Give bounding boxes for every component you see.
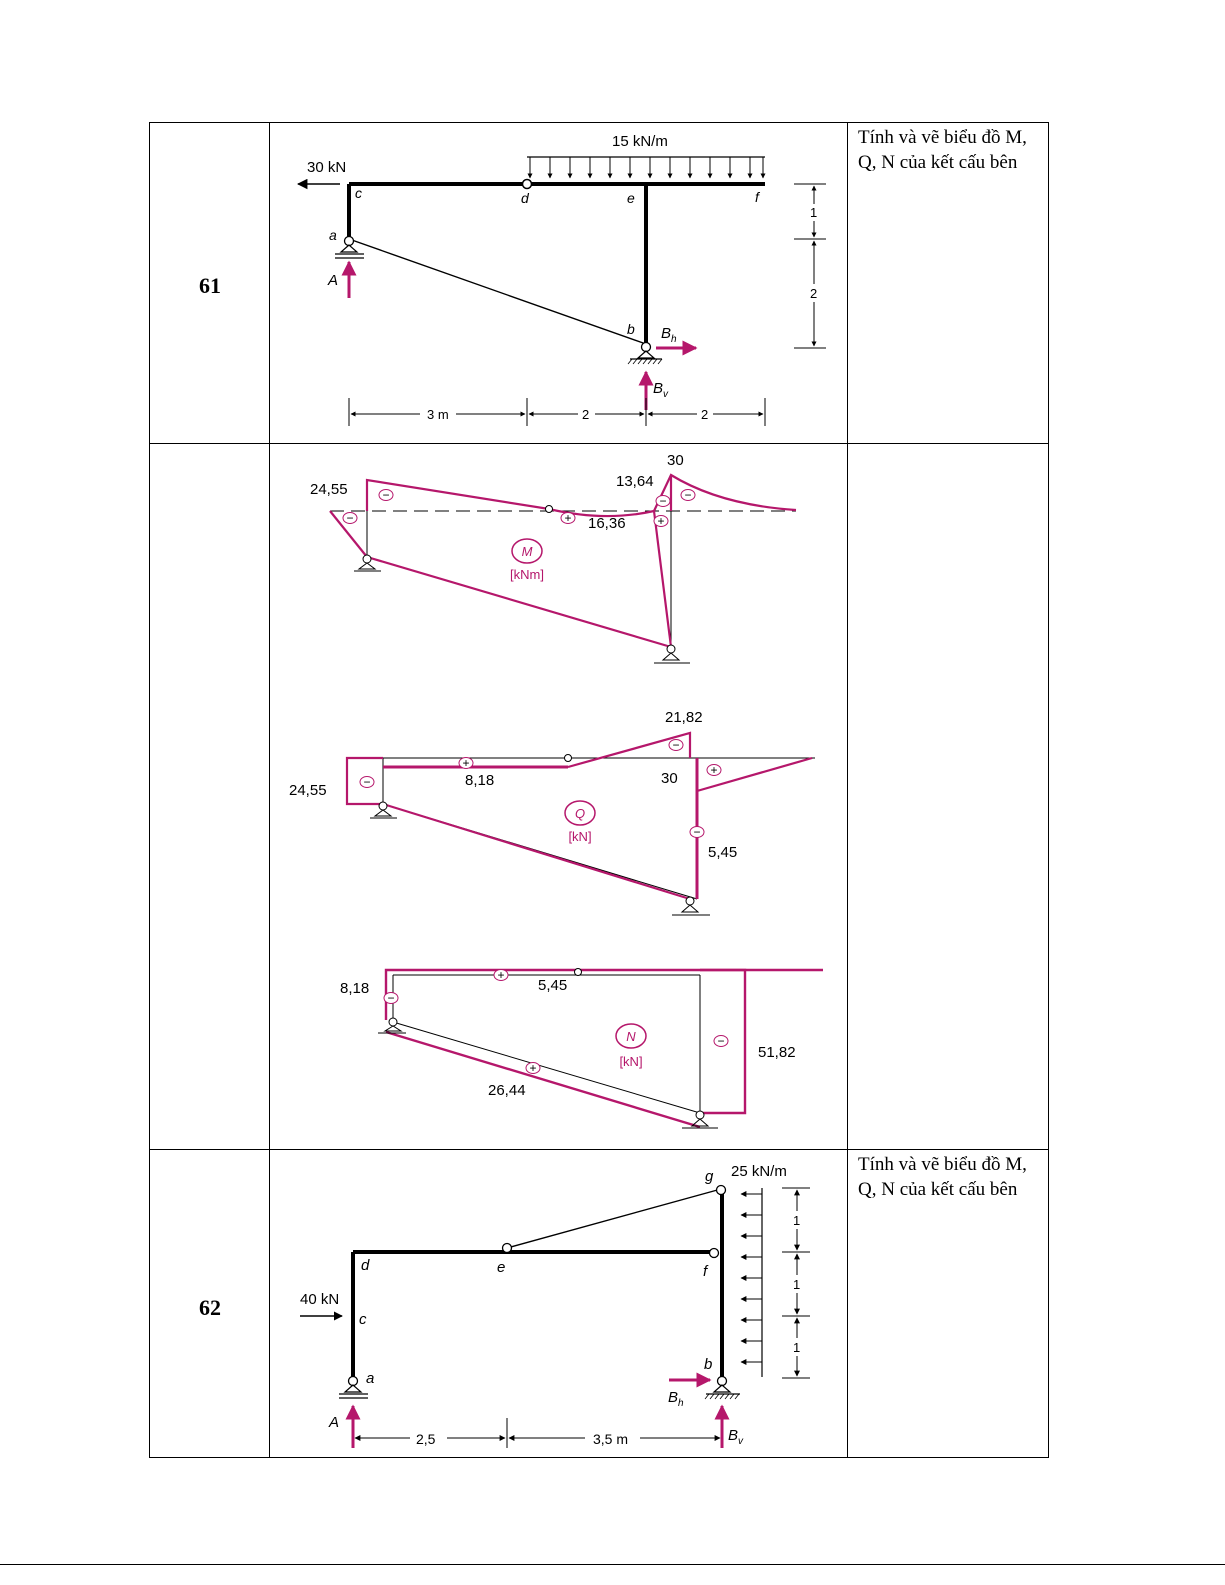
distributed-load-arrows	[741, 1194, 762, 1362]
N-value: 8,18	[340, 980, 370, 997]
task-text-61: Tính và vẽ biểu đồ M, Q, N của kết cấu bên	[858, 127, 1027, 173]
M-value: 24,55	[310, 481, 348, 498]
svg-text:−: −	[684, 488, 692, 502]
distributed-load-label: 15 kN/m	[612, 133, 668, 150]
svg-text:+: +	[462, 756, 470, 770]
reaction-Bv-label: $B_v$	[653, 380, 669, 400]
svg-text:−: −	[672, 738, 680, 752]
Q-value: 8,18	[465, 772, 495, 789]
dim-h-1: 3 m	[427, 407, 449, 422]
svg-text:−: −	[382, 488, 390, 502]
Q-value: 5,45	[708, 844, 738, 861]
node-c-label: c	[359, 1311, 367, 1328]
Q-value: 21,82	[665, 709, 703, 726]
M-label: M	[521, 544, 533, 559]
node-f-label: f	[703, 1263, 708, 1280]
point-load-label: 40 kN	[300, 1291, 340, 1308]
M-value: 13,64	[616, 473, 654, 490]
dim-v-2: 2	[810, 286, 818, 301]
node-g-label: g	[705, 1168, 714, 1185]
node-b-label: b	[627, 321, 635, 337]
reaction-A-label: A	[329, 1414, 340, 1431]
M-value: 30	[667, 452, 684, 469]
N-value: 26,44	[488, 1082, 526, 1099]
svg-text:−: −	[387, 991, 395, 1005]
N-value: 5,45	[538, 977, 568, 994]
node-e-label: e	[627, 190, 635, 206]
svg-text:+: +	[710, 763, 718, 777]
dim-h-2: 2	[582, 407, 590, 422]
svg-text:−: −	[363, 775, 371, 789]
node-d-label: d	[361, 1257, 370, 1274]
dim-v-1: 1	[793, 1213, 801, 1228]
M-value: 16,36	[588, 515, 626, 532]
reaction-Bh-label: $B_h$	[668, 1389, 684, 1409]
support-b	[705, 1377, 740, 1400]
reaction-Bh-label: $B_h$	[661, 325, 677, 345]
svg-text:−: −	[693, 825, 701, 839]
distributed-load-label: 25 kN/m	[731, 1163, 787, 1180]
node-b-label: b	[704, 1356, 713, 1373]
point-load-label: 30 kN	[307, 159, 347, 176]
reaction-A-label: A	[328, 272, 339, 289]
svg-text:+: +	[657, 514, 665, 528]
N-unit: [kN]	[619, 1054, 643, 1069]
svg-text:+: +	[529, 1061, 537, 1075]
node-f-label: f	[755, 189, 759, 205]
node-a-label: a	[366, 1370, 375, 1387]
node-a-label: a	[329, 227, 337, 243]
svg-text:−: −	[659, 494, 667, 508]
Q-unit: [kN]	[568, 829, 592, 844]
node-e-label: e	[497, 1259, 506, 1276]
reaction-Bv-label: $B_v$	[728, 1427, 744, 1447]
dim-v-1: 1	[810, 205, 818, 220]
svg-text:−: −	[717, 1034, 725, 1048]
svg-text:+: +	[497, 968, 505, 982]
N-value: 51,82	[758, 1044, 796, 1061]
Q-value: 24,55	[289, 782, 327, 799]
frame-members	[353, 1191, 722, 1378]
dim-v-3: 1	[793, 1340, 801, 1355]
M-unit: [kNm]	[510, 567, 544, 582]
N-label: N	[626, 1029, 636, 1044]
task-text-62: Tính và vẽ biểu đồ M, Q, N của kết cấu bên	[858, 1154, 1027, 1200]
node-c-label: c	[355, 185, 362, 201]
node-d-label: d	[521, 190, 529, 206]
dim-h-2: 3,5 m	[593, 1431, 629, 1447]
dim-v-2: 1	[793, 1277, 801, 1292]
horizontal-dimensions	[355, 1418, 720, 1448]
support-a	[339, 1377, 368, 1399]
svg-text:−: −	[346, 511, 354, 525]
Q-value: 30	[661, 770, 678, 787]
svg-text:+: +	[564, 511, 572, 525]
problem-number-61: 61	[199, 273, 221, 298]
page-bottom-rule	[0, 1564, 1225, 1565]
dim-h-1: 2,5	[416, 1431, 436, 1447]
problem-number-62: 62	[199, 1295, 221, 1320]
dim-h-3: 2	[701, 407, 709, 422]
Q-label: Q	[574, 806, 586, 821]
